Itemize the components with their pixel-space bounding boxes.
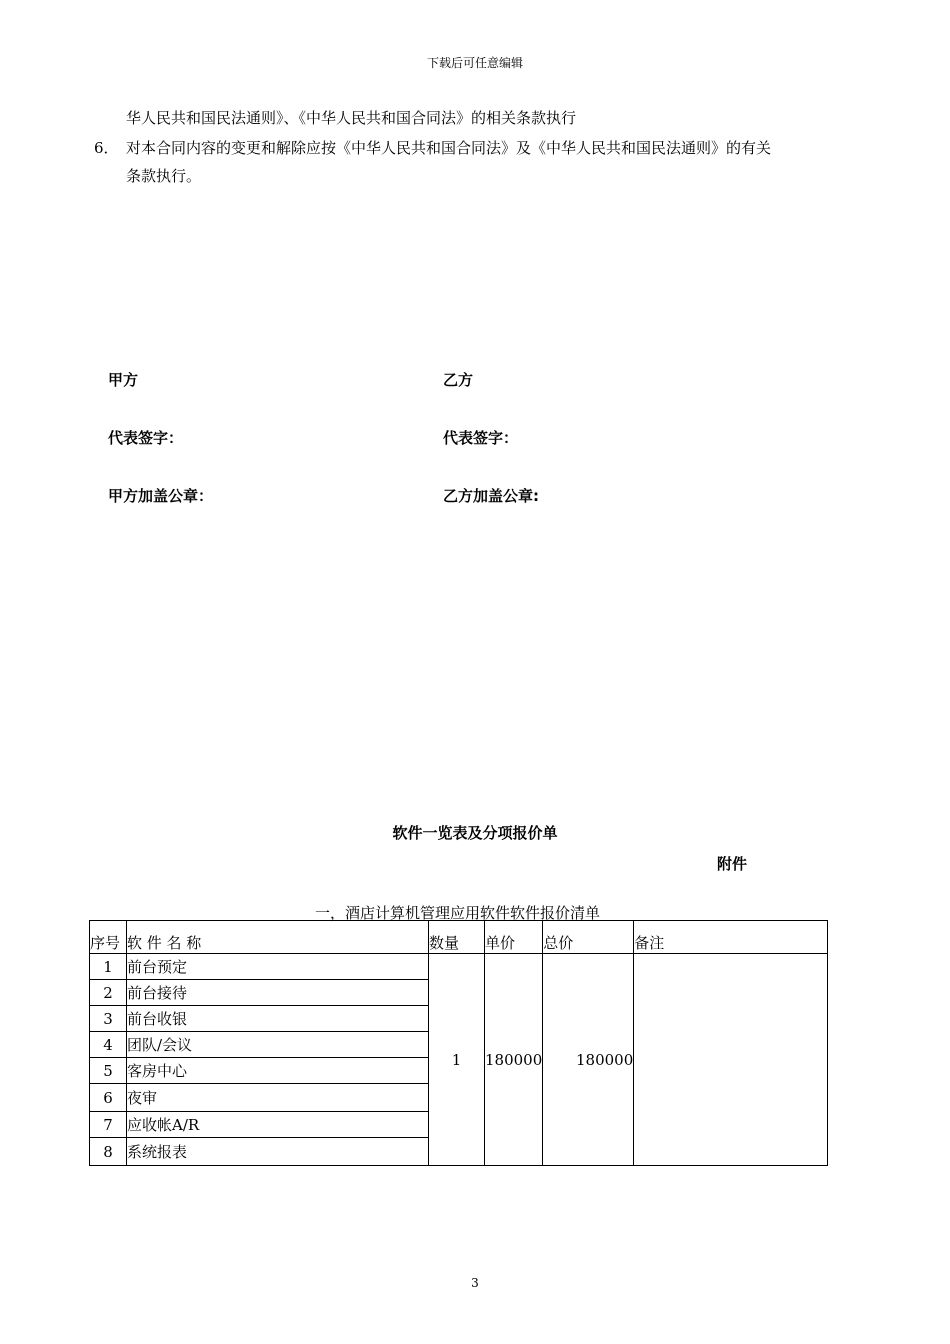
header-quantity: 数量 <box>429 921 485 954</box>
header-name: 软 件 名 称 <box>127 921 429 954</box>
party-a-seal: 甲方加盖公章： <box>108 487 214 505</box>
party-b-seal: 乙方加盖公章: <box>443 487 539 505</box>
party-a-representative: 代表签字： <box>108 429 184 447</box>
total-cell: 180000 <box>543 954 634 1166</box>
party-a-label: 甲方 <box>108 371 139 389</box>
row-name: 团队/会议 <box>127 1032 429 1058</box>
row-index: 8 <box>90 1138 127 1166</box>
party-b-representative: 代表签字： <box>443 429 519 447</box>
row-name: 前台预定 <box>127 954 429 980</box>
table-row <box>90 954 828 980</box>
header-total: 总价 <box>543 921 634 954</box>
clause-6-line-1: 对本合同内容的变更和解除应按《中华人民共和国合同法》及《中华人民共和国民法通则》的有关 <box>126 139 772 157</box>
row-name: 应收帐A/R <box>127 1112 429 1138</box>
row-index: 5 <box>90 1058 127 1084</box>
table-header-row <box>90 921 828 954</box>
price-table <box>89 920 828 1166</box>
page-number: 3 <box>471 1276 479 1290</box>
party-b-label: 乙方 <box>443 371 474 389</box>
clause-6-number: 6． <box>94 139 119 157</box>
remark-cell <box>634 954 828 1166</box>
row-index: 1 <box>90 954 127 980</box>
header-remark: 备注 <box>634 921 828 954</box>
attachment-label: 附件 <box>717 855 748 873</box>
quantity-cell: 1 <box>429 954 485 1166</box>
header-index: 序号 <box>90 921 127 954</box>
row-name: 夜审 <box>127 1084 429 1112</box>
row-name: 前台收银 <box>127 1006 429 1032</box>
row-index: 7 <box>90 1112 127 1138</box>
clause-6-line-2: 条款执行。 <box>126 167 202 185</box>
page-header: 下载后可任意编辑 <box>426 56 523 70</box>
row-name: 前台接待 <box>127 980 429 1006</box>
row-name: 系统报表 <box>127 1138 429 1166</box>
row-index: 6 <box>90 1084 127 1112</box>
attachment-title: 软件一览表及分项报价单 <box>392 824 558 842</box>
table-caption: 一，酒店计算机管理应用软件软件报价清单 <box>314 904 600 922</box>
clause-continuation: 华人民共和国民法通则》、《中华人民共和国合同法》的相关条款执行 <box>126 109 577 127</box>
row-index: 4 <box>90 1032 127 1058</box>
row-name: 客房中心 <box>127 1058 429 1084</box>
header-unit-price: 单价 <box>485 921 543 954</box>
row-index: 3 <box>90 1006 127 1032</box>
row-index: 2 <box>90 980 127 1006</box>
unit-price-cell: 180000 <box>485 954 543 1166</box>
